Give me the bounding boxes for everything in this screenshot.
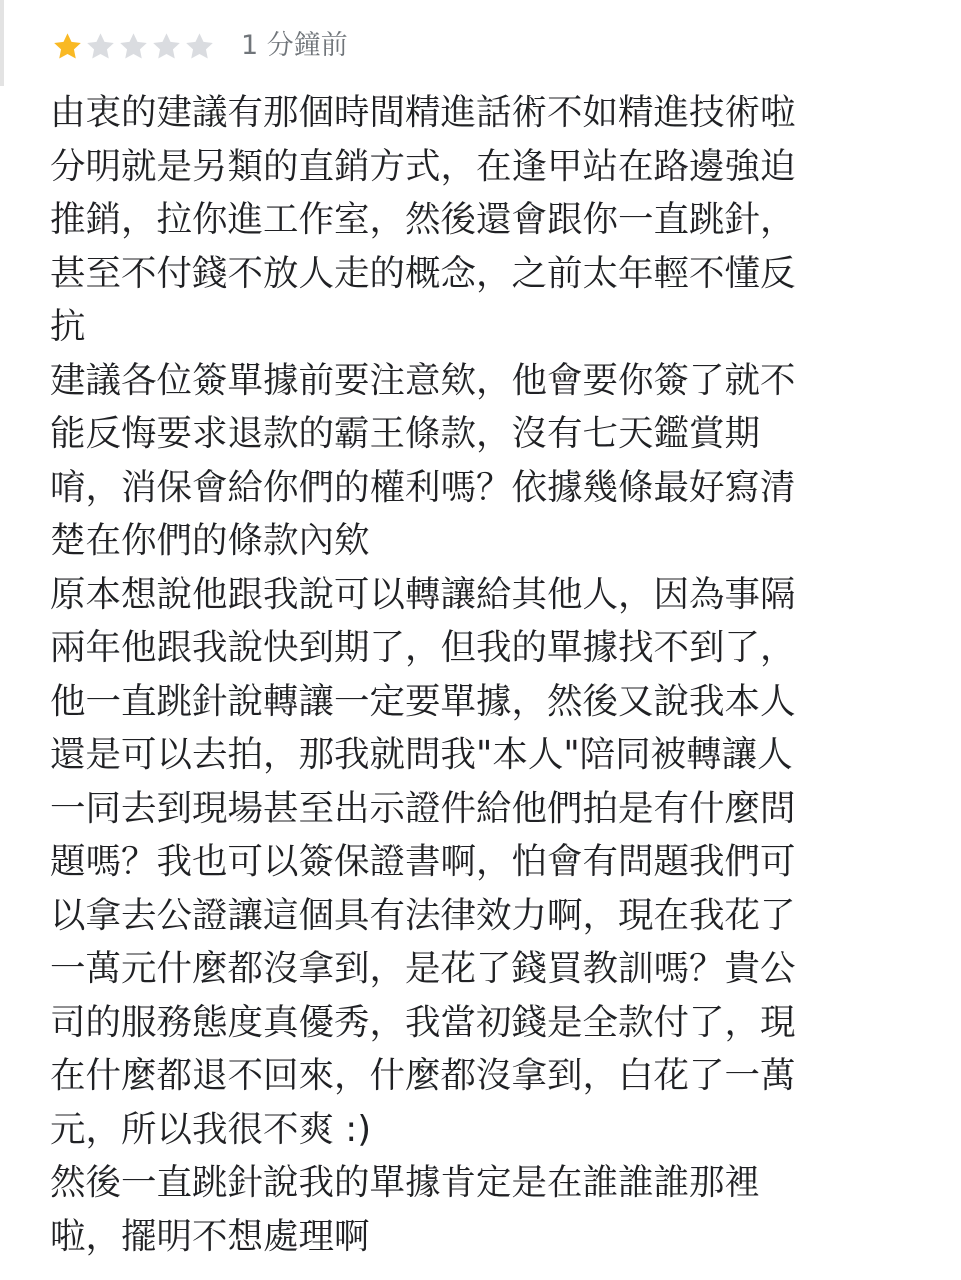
review-text-line: 由衷的建議有那個時間精進話術不如精進技術啦 (50, 92, 796, 133)
star-icon-filled (52, 31, 83, 62)
review-text-line: 唷，消保會給你們的權利嗎？依據幾條最好寫清 (50, 466, 796, 508)
review-text-line: 楚在你們的條款內欸 (50, 520, 370, 561)
review-text-line: 建議各位簽單據前要注意欸，他會要你簽了就不 (50, 359, 796, 401)
review-header (52, 26, 348, 66)
review-text-line: 推銷，拉你進工作室，然後還會跟你一直跳針， (50, 199, 796, 240)
review-timestamp: 1 分鐘前 (241, 30, 348, 61)
review-text-line: 題嗎？我也可以簽保證書啊，怕會有問題我們可 (50, 841, 796, 882)
review-text-line: 分明就是另類的直銷方式，在逢甲站在路邊強迫 (50, 145, 796, 187)
review-text-line: 原本想說他跟我說可以轉讓給其他人，因為事隔 (50, 573, 796, 615)
review-text-line: 能反悔要求退款的霸王條款，沒有七天鑑賞期 (50, 413, 761, 454)
review-text-line: 元，所以我很不爽 :) (50, 1108, 372, 1150)
review-text-line: 以拿去公證讓這個具有法律效力啊，現在我花了 (50, 894, 796, 936)
review-text-line: 甚至不付錢不放人走的概念，之前太年輕不懂反 (50, 252, 796, 294)
star-rating (52, 31, 217, 62)
review-text-line: 啦，擺明不想處理啊 (50, 1215, 370, 1257)
star-icon-empty (151, 31, 182, 62)
left-edge-divider (0, 0, 4, 86)
review-text-line: 兩年他跟我說快到期了，但我的單據找不到了， (50, 627, 796, 668)
review-text-line: 抗 (50, 306, 86, 347)
star-icon-empty (184, 31, 215, 62)
review-text-line: 一同去到現場甚至出示證件給他們拍是有什麼問 (50, 787, 796, 829)
review-text-line: 然後一直跳針說我的單據肯定是在誰誰誰那裡 (50, 1162, 761, 1203)
review-text (50, 86, 912, 1263)
review-text-line: 他一直跳針說轉讓一定要單據，然後又說我本人 (50, 680, 796, 722)
review-text-line: 在什麼都退不回來，什麼都沒拿到，白花了一萬 (50, 1055, 796, 1096)
star-icon-empty (85, 31, 116, 62)
review-text-line: 一萬元什麼都沒拿到，是花了錢買教訓嗎？貴公 (50, 948, 796, 989)
star-icon-empty (118, 31, 149, 62)
review-text-line: 司的服務態度真優秀，我當初錢是全款付了，現 (50, 1001, 796, 1043)
review-text-line: 還是可以去拍，那我就問我"本人"陪同被轉讓人 (50, 734, 793, 775)
